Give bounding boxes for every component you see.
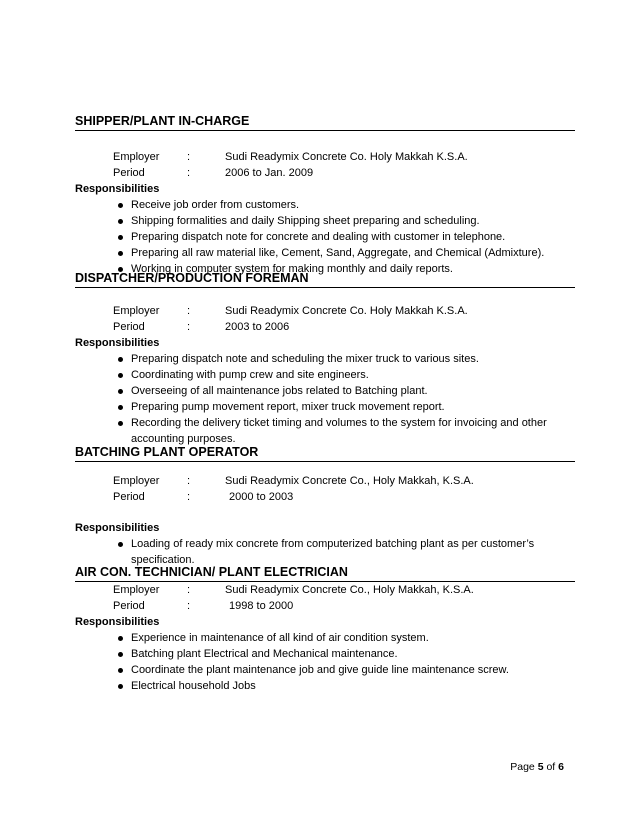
employer-value: Sudi Readymix Concrete Co., Holy Makkah, K.S.A. bbox=[225, 584, 474, 596]
list-item-text: Preparing all raw material like, Cement, Sand, Aggregate, and Chemical (Admixture). bbox=[131, 247, 545, 259]
section-dispatcher-production-foreman bbox=[75, 271, 575, 447]
responsibilities-label: Responsibilities bbox=[75, 522, 160, 534]
list-item bbox=[75, 351, 575, 367]
employer-label: Employer bbox=[113, 475, 160, 487]
bullet-icon bbox=[118, 219, 123, 224]
list-item bbox=[75, 662, 575, 678]
section-shipper-plant-in-charge bbox=[75, 114, 575, 277]
period-value: 2003 to 2006 bbox=[225, 321, 290, 333]
period-label: Period bbox=[113, 491, 145, 503]
period-value: 2006 to Jan. 2009 bbox=[225, 167, 314, 179]
list-item bbox=[75, 213, 575, 229]
section-heading: DISPATCHER/PRODUCTION FOREMAN bbox=[75, 271, 575, 288]
period-label: Period bbox=[113, 600, 145, 612]
bullet-icon bbox=[118, 668, 123, 673]
list-item bbox=[75, 646, 575, 662]
period-label: Period bbox=[113, 321, 145, 333]
list-item-text: Coordinate the plant maintenance job and give guide line maintenance screw. bbox=[131, 664, 509, 676]
responsibilities-list bbox=[75, 630, 575, 694]
employer-row bbox=[75, 149, 575, 165]
bullet-icon bbox=[118, 421, 123, 426]
responsibilities-list bbox=[75, 351, 575, 447]
total-pages-number: 6 bbox=[558, 761, 564, 773]
list-item bbox=[75, 399, 575, 415]
period-row bbox=[75, 165, 575, 181]
responsibilities-list bbox=[75, 536, 575, 568]
bullet-icon bbox=[118, 542, 123, 547]
bullet-icon bbox=[118, 684, 123, 689]
bullet-icon bbox=[118, 636, 123, 641]
responsibilities-label: Responsibilities bbox=[75, 183, 160, 195]
employer-colon: : bbox=[187, 475, 191, 487]
bullet-icon bbox=[118, 652, 123, 657]
employer-value: Sudi Readymix Concrete Co. Holy Makkah K.S.A. bbox=[225, 151, 468, 163]
bullet-icon bbox=[118, 405, 123, 410]
bullet-icon bbox=[118, 203, 123, 208]
responsibilities-label: Responsibilities bbox=[75, 337, 160, 349]
employer-colon: : bbox=[187, 151, 191, 163]
list-item bbox=[75, 367, 575, 383]
employer-label: Employer bbox=[113, 305, 160, 317]
list-item-text: Loading of ready mix concrete from computerized batching plant as per customer’s specification. bbox=[131, 538, 535, 566]
period-colon: : bbox=[187, 167, 191, 179]
list-item-text: Receive job order from customers. bbox=[131, 199, 300, 211]
list-item-text: Electrical household Jobs bbox=[131, 680, 256, 692]
employer-row bbox=[75, 303, 575, 319]
list-item bbox=[75, 229, 575, 245]
list-item-text: Preparing dispatch note for concrete and dealing with customer in telephone. bbox=[131, 231, 506, 243]
list-item-text: Recording the delivery ticket timing and volumes to the system for invoicing and other accounting purposes. bbox=[131, 417, 547, 445]
section-heading: AIR CON. TECHNICIAN/ PLANT ELECTRICIAN bbox=[75, 565, 575, 582]
bullet-icon bbox=[118, 373, 123, 378]
bullet-icon bbox=[118, 235, 123, 240]
list-item-text: Shipping formalities and daily Shipping sheet preparing and scheduling. bbox=[131, 215, 480, 227]
list-item bbox=[75, 536, 575, 568]
employer-value: Sudi Readymix Concrete Co., Holy Makkah, K.S.A. bbox=[225, 475, 474, 487]
list-item bbox=[75, 415, 575, 447]
list-item-text: Preparing pump movement report, mixer truck movement report. bbox=[131, 401, 445, 413]
employer-label: Employer bbox=[113, 584, 160, 596]
list-item bbox=[75, 630, 575, 646]
responsibilities-label: Responsibilities bbox=[75, 616, 160, 628]
period-row bbox=[75, 319, 575, 335]
period-row bbox=[75, 489, 575, 505]
employer-colon: : bbox=[187, 584, 191, 596]
bullet-icon bbox=[118, 357, 123, 362]
current-page-number: 5 bbox=[537, 761, 544, 773]
list-item-text: Preparing dispatch note and scheduling the mixer truck to various sites. bbox=[131, 353, 479, 365]
employer-label: Employer bbox=[113, 151, 160, 163]
list-item-text: Experience in maintenance of all kind of air condition system. bbox=[131, 632, 429, 644]
of-word: of bbox=[546, 761, 556, 773]
period-row bbox=[75, 598, 575, 614]
period-colon: : bbox=[187, 491, 191, 503]
responsibilities-list bbox=[75, 197, 575, 277]
list-item bbox=[75, 197, 575, 213]
section-air-con-technician-plant-electrician bbox=[75, 565, 575, 694]
list-item-text: Batching plant Electrical and Mechanical maintenance. bbox=[131, 648, 398, 660]
section-heading: BATCHING PLANT OPERATOR bbox=[75, 445, 575, 462]
period-value: 1998 to 2000 bbox=[229, 600, 294, 612]
period-colon: : bbox=[187, 600, 191, 612]
period-label: Period bbox=[113, 167, 145, 179]
list-item-text: Overseeing of all maintenance jobs related to Batching plant. bbox=[131, 385, 428, 397]
employer-row bbox=[75, 582, 575, 598]
bullet-icon bbox=[118, 251, 123, 256]
bullet-icon bbox=[118, 389, 123, 394]
list-item-text: Working in computer system for making monthly and daily reports. bbox=[131, 263, 453, 275]
period-colon: : bbox=[187, 321, 191, 333]
employer-value: Sudi Readymix Concrete Co. Holy Makkah K.S.A. bbox=[225, 305, 468, 317]
section-heading: SHIPPER/PLANT IN-CHARGE bbox=[75, 114, 575, 131]
page-word: Page bbox=[510, 761, 535, 773]
employer-row bbox=[75, 473, 575, 489]
section-batching-plant-operator bbox=[75, 445, 575, 568]
employer-colon: : bbox=[187, 305, 191, 317]
list-item bbox=[75, 678, 575, 694]
page-number-footer bbox=[510, 760, 564, 774]
list-item-text: Coordinating with pump crew and site engineers. bbox=[131, 369, 369, 381]
period-value: 2000 to 2003 bbox=[229, 491, 294, 503]
list-item bbox=[75, 245, 575, 261]
list-item bbox=[75, 383, 575, 399]
